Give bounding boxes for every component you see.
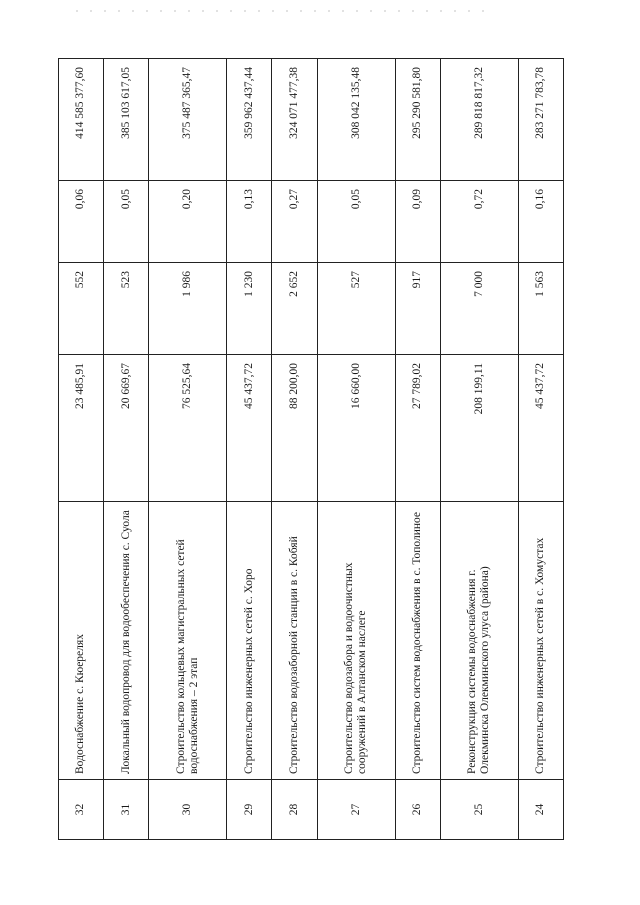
cost-value: 16 660,00 — [317, 355, 395, 502]
share-value: 0,20 — [149, 181, 227, 263]
share-value: 0,72 — [440, 181, 518, 263]
cost-value: 45 437,72 — [227, 355, 272, 502]
row-number: 32 — [59, 780, 104, 840]
table-row — [518, 59, 563, 840]
length-value: 527 — [317, 263, 395, 355]
scan-noise — [70, 10, 490, 12]
total-value: 414 585 377,60 — [59, 59, 104, 181]
length-value: 7 000 — [440, 263, 518, 355]
row-number: 26 — [395, 780, 440, 840]
total-value: 283 271 783,78 — [518, 59, 563, 181]
cost-value: 20 669,67 — [104, 355, 149, 502]
table-row — [317, 59, 395, 840]
row-number: 29 — [227, 780, 272, 840]
total-value: 308 042 135,48 — [317, 59, 395, 181]
rotated-table-container — [58, 59, 564, 840]
projects-table-body — [59, 59, 564, 840]
row-number: 30 — [149, 780, 227, 840]
total-value: 289 818 817,32 — [440, 59, 518, 181]
project-name: Строительство водозабора и водоочистных сооружений в Алтанском наслеге — [317, 502, 395, 780]
row-number: 25 — [440, 780, 518, 840]
table-row — [149, 59, 227, 840]
table-row — [272, 59, 317, 840]
row-number: 24 — [518, 780, 563, 840]
row-number: 31 — [104, 780, 149, 840]
length-value: 917 — [395, 263, 440, 355]
row-number: 27 — [317, 780, 395, 840]
table-row — [104, 59, 149, 840]
cost-value: 27 789,02 — [395, 355, 440, 502]
row-number: 28 — [272, 780, 317, 840]
total-value: 385 103 617,05 — [104, 59, 149, 181]
cost-value: 23 485,91 — [59, 355, 104, 502]
project-name: Строительство кольцевых магистральных сетей водоснабжения – 2 этап — [149, 502, 227, 780]
table-row — [227, 59, 272, 840]
project-name: Строительство инженерных сетей с. Хоро — [227, 502, 272, 780]
length-value: 1 563 — [518, 263, 563, 355]
project-name: Строительство инженерных сетей в с. Хомустах — [518, 502, 563, 780]
length-value: 1 230 — [227, 263, 272, 355]
project-name: Строительство систем водоснабжения в с. Тополиное — [395, 502, 440, 780]
share-value: 0,05 — [104, 181, 149, 263]
cost-value: 76 525,64 — [149, 355, 227, 502]
project-name: Реконструкция системы водоснабжения г. Олекминска Олекминского улуса (района) — [440, 502, 518, 780]
cost-value: 45 437,72 — [518, 355, 563, 502]
total-value: 375 487 365,47 — [149, 59, 227, 181]
cost-value: 208 199,11 — [440, 355, 518, 502]
project-name: Водоснабжение с. Кюерелях — [59, 502, 104, 780]
project-name: Локальный водопровод для водообеспечения с. Суола — [104, 502, 149, 780]
share-value: 0,05 — [317, 181, 395, 263]
total-value: 359 962 437,44 — [227, 59, 272, 181]
total-value: 295 290 581,80 — [395, 59, 440, 181]
table-row — [440, 59, 518, 840]
project-name: Строительство водозаборной станции в с. Кобяй — [272, 502, 317, 780]
projects-table — [58, 58, 564, 840]
share-value: 0,06 — [59, 181, 104, 263]
share-value: 0,16 — [518, 181, 563, 263]
table-row — [395, 59, 440, 840]
share-value: 0,27 — [272, 181, 317, 263]
cost-value: 88 200,00 — [272, 355, 317, 502]
length-value: 2 652 — [272, 263, 317, 355]
share-value: 0,09 — [395, 181, 440, 263]
length-value: 1 986 — [149, 263, 227, 355]
table-row — [59, 59, 104, 840]
length-value: 523 — [104, 263, 149, 355]
length-value: 552 — [59, 263, 104, 355]
total-value: 324 071 477,38 — [272, 59, 317, 181]
share-value: 0,13 — [227, 181, 272, 263]
